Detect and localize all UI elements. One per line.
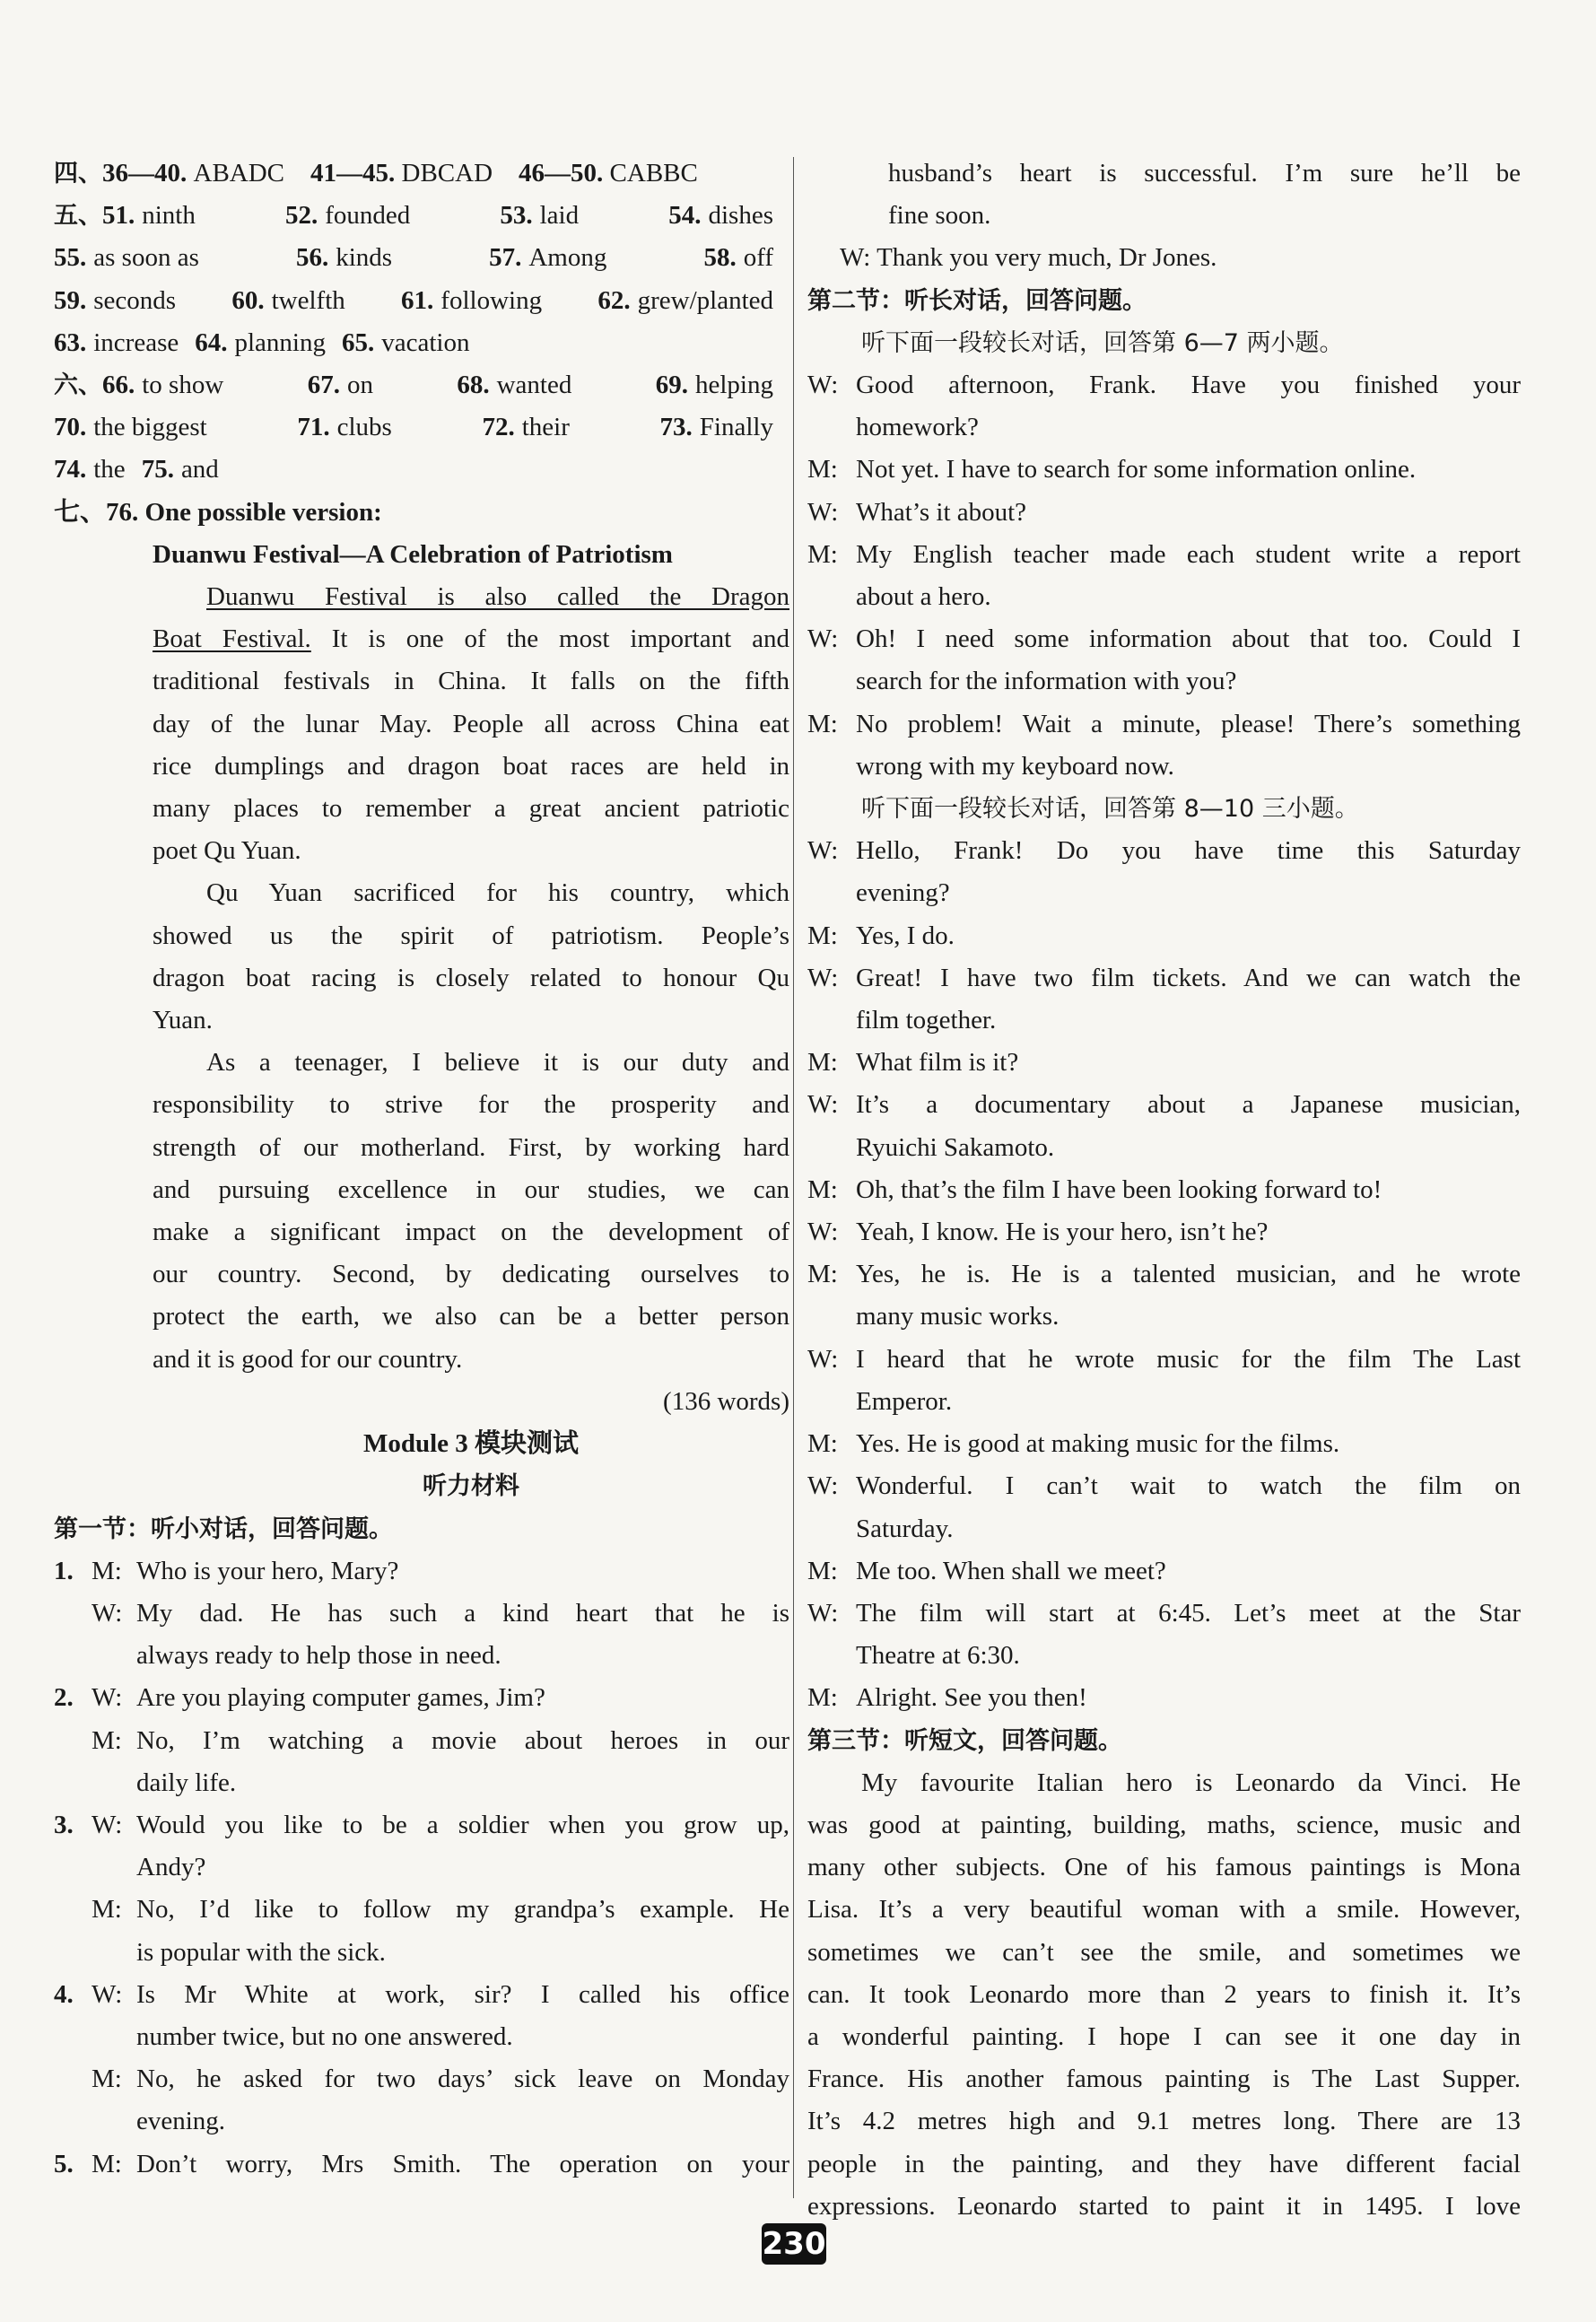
answer-item <box>597 280 773 322</box>
dialog-number <box>54 1635 92 1677</box>
answer-item <box>703 237 773 279</box>
speaker: M: <box>807 921 838 950</box>
instruction-2: 听下面一段较长对话，回答第 8—10 三小题。 <box>861 795 1359 824</box>
speaker: W: <box>807 1344 839 1374</box>
dialog-line <box>807 830 1521 872</box>
dialog-text: about a hero. <box>856 582 991 612</box>
answer-item <box>54 280 176 322</box>
answer-word: seconds <box>93 285 177 315</box>
answer-number: 74. <box>54 455 87 484</box>
speaker: M: <box>807 1260 838 1289</box>
dialog-line <box>807 1084 1521 1126</box>
essay-underlined-text: Duanwu Festival is also called the Dragon <box>206 582 789 612</box>
dialog-number: 1. <box>54 1556 74 1585</box>
page-number: 230 <box>762 2223 826 2265</box>
speaker <box>92 1762 136 1804</box>
dialog-line <box>54 1550 789 1593</box>
answer-item <box>54 364 223 406</box>
dialog-text: What’s it about? <box>856 497 1027 527</box>
dialog-text: daily life. <box>136 1768 237 1797</box>
answers-section-6 <box>54 364 789 492</box>
answer-word: on <box>346 371 373 400</box>
dialog-line <box>54 1677 789 1719</box>
dialog-text: No, I’d like to follow my grandpa’s example. He <box>136 1895 789 1925</box>
speaker: W: <box>807 1598 839 1628</box>
answer-item <box>656 364 773 406</box>
dialog-text: evening. <box>136 2107 226 2136</box>
long-dialog-1 <box>807 364 1521 788</box>
dialog-text: The film will start at 6:45. Let’s meet at the Star <box>856 1598 1521 1628</box>
dialog-text: many music works. <box>856 1302 1060 1331</box>
passage-line: was good at painting, building, maths, science, music and <box>807 1810 1521 1839</box>
passage-line: My favourite Italian hero is Leonardo da Vinci. He <box>861 1768 1521 1797</box>
answer-word: wanted <box>496 371 572 400</box>
answer-word: off <box>743 243 773 273</box>
dialog-text: Ryuichi Sakamoto. <box>856 1132 1055 1162</box>
speaker <box>807 1296 856 1338</box>
answer-number: 73. <box>659 413 693 442</box>
dialog-line <box>54 1720 789 1762</box>
answer-word: twelfth <box>271 285 345 315</box>
passage-line: people in the painting, and they have different facial <box>807 2149 1521 2178</box>
dialog-line <box>807 1593 1521 1635</box>
dialog-line <box>807 492 1521 534</box>
dialog-text: Me too. When shall we meet? <box>856 1556 1166 1585</box>
dialog-text: Andy? <box>136 1853 206 1882</box>
answer-number: 62. <box>597 285 631 315</box>
answer-row <box>54 449 789 491</box>
answer-word: increase <box>93 327 179 357</box>
passage-line: France. His another famous painting is The Last Supper. <box>807 2064 1521 2094</box>
dialog-text: Oh! I need some information about that too. Could I <box>856 624 1521 654</box>
section-label: 六、 <box>54 371 102 400</box>
answer-item <box>660 406 773 449</box>
answer-word: and <box>180 455 219 484</box>
dialog-text: homework? <box>856 413 979 442</box>
speaker: M: <box>92 1895 122 1925</box>
dialog-line <box>807 1169 1521 1211</box>
passage-line: expressions. Leonardo started to paint it in 1495. I love <box>807 2191 1521 2221</box>
answer-word: Finally <box>699 413 773 442</box>
essay-title: Duanwu Festival—A Celebration of Patriotism <box>153 539 673 569</box>
speaker: M: <box>807 1429 838 1459</box>
dialog-line <box>807 1211 1521 1253</box>
answer-item <box>54 322 179 364</box>
answers-section-5 <box>54 195 789 364</box>
speaker <box>807 406 856 449</box>
speaker <box>92 1635 136 1677</box>
section-2-heading: 第二节：听长对话，回答问题。 <box>807 286 1147 315</box>
section-3-heading: 第三节：听短文，回答问题。 <box>807 1726 1122 1755</box>
answer-number: 58. <box>703 243 737 273</box>
answer-word: the <box>93 455 126 484</box>
dialog-line <box>54 1846 789 1889</box>
answer-number: 66. <box>102 371 135 400</box>
answer-row <box>54 322 789 364</box>
speaker: M: <box>92 1725 122 1755</box>
dialog-number <box>54 2058 92 2100</box>
dialog-text: Not yet. I have to search for some information online. <box>856 455 1417 484</box>
dialog-text: Don’t worry, Mrs Smith. The operation on your <box>136 2149 789 2178</box>
dialog-text: Are you playing computer games, Jim? <box>136 1683 545 1713</box>
answers-section-7-label: 七、76. One possible version: <box>54 497 382 527</box>
answer-number: 70. <box>54 413 87 442</box>
answer-number: 65. <box>342 327 375 357</box>
column-divider <box>793 157 794 2198</box>
answer-number: 55. <box>54 243 87 273</box>
answer-row <box>54 237 789 279</box>
dialog-number: 4. <box>54 1979 74 2009</box>
speaker <box>807 576 856 618</box>
dialog-line <box>54 2100 789 2143</box>
dialog-number: 3. <box>54 1810 74 1839</box>
answer-item <box>342 322 469 364</box>
speaker: M: <box>807 1683 838 1713</box>
answer-number: 64. <box>195 327 228 357</box>
answer-item <box>482 406 569 449</box>
answer-item <box>54 449 126 491</box>
answer-word: helping <box>694 371 773 400</box>
speaker <box>92 1932 136 1974</box>
dialog-line <box>807 1508 1521 1550</box>
speaker <box>807 1635 856 1677</box>
dialog-line <box>54 2016 789 2058</box>
speaker <box>807 746 856 788</box>
dialog-line <box>807 1381 1521 1423</box>
dialog-text: No, he asked for two days’ sick leave on Monday <box>136 2064 789 2094</box>
passage-line: Lisa. It’s a very beautiful woman with a smile. However, <box>807 1895 1521 1925</box>
answer-number: 57. <box>489 243 522 273</box>
dialog-line <box>807 449 1521 491</box>
passage-line: can. It took Leonardo more than 2 years to finish it. It’s <box>807 1979 1521 2009</box>
speaker: W: <box>92 1683 123 1713</box>
section-label: 五、 <box>54 202 102 231</box>
dialog-line <box>807 1465 1521 1507</box>
speaker <box>807 1381 856 1423</box>
answer-number: 72. <box>482 413 515 442</box>
answer-number: 63. <box>54 327 87 357</box>
speaker: W: <box>807 963 839 992</box>
dialog-line <box>807 576 1521 618</box>
dialog-text: It’s a documentary about a Japanese musician, <box>856 1090 1521 1120</box>
speaker: M: <box>92 1556 122 1585</box>
dialog-line <box>807 872 1521 914</box>
answer-word: as soon as <box>93 243 199 273</box>
dialog-text: search for the information with you? <box>856 667 1237 696</box>
dialog-line <box>807 364 1521 406</box>
dialog-text: Would you like to be a soldier when you grow up, <box>136 1810 789 1839</box>
dialog-line <box>807 1677 1521 1719</box>
dialog-number <box>54 1720 92 1762</box>
short-dialogs <box>54 1550 789 2186</box>
dialog-number <box>54 1593 92 1635</box>
answer-item <box>296 237 392 279</box>
dialog-text: No, I’m watching a movie about heroes in our <box>136 1725 789 1755</box>
dialog-line <box>807 703 1521 746</box>
dialog-number <box>54 1889 92 1931</box>
answer-word: to show <box>142 371 224 400</box>
dialog-line <box>807 1550 1521 1593</box>
speaker: W: <box>92 1979 123 2009</box>
dialog-text: Yes, I do. <box>856 921 955 950</box>
speaker: M: <box>807 709 838 738</box>
speaker <box>92 2100 136 2143</box>
essay-underlined-text: Boat Festival. <box>153 624 311 654</box>
dialog-line <box>807 660 1521 703</box>
answer-item <box>142 449 219 491</box>
dialog-text: evening? <box>856 878 950 908</box>
answer-word: following <box>440 285 543 315</box>
dialog-line <box>807 1296 1521 1338</box>
speaker: W: <box>807 497 839 527</box>
answer-word: kinds <box>336 243 393 273</box>
dialog-text: is popular with the sick. <box>136 1937 386 1967</box>
speaker <box>807 1508 856 1550</box>
answers-section-4: 四、36—40. ABADC 41—45. DBCAD 46—50. CABBC <box>54 159 698 188</box>
dialog-text: Saturday. <box>856 1514 954 1543</box>
passage-line: sometimes we can’t see the smile, and sometimes we <box>807 1937 1521 1967</box>
speaker <box>92 1846 136 1889</box>
speaker: W: <box>807 624 839 654</box>
dialog-line <box>807 534 1521 576</box>
dialog-text: Great! I have two film tickets. And we can watch the <box>856 963 1521 992</box>
dialog-number: 2. <box>54 1683 74 1713</box>
answer-number: 68. <box>457 371 490 400</box>
dialog-text: Yeah, I know. He is your hero, isn’t he? <box>856 1218 1269 1247</box>
speaker: M: <box>807 455 838 484</box>
speaker <box>807 1127 856 1169</box>
answer-number: 60. <box>231 285 265 315</box>
dialog-line <box>807 1423 1521 1465</box>
answer-item <box>54 406 207 449</box>
dialog-line <box>807 1635 1521 1677</box>
answer-word: planning <box>234 327 326 357</box>
dialog-text: Alright. See you then! <box>856 1683 1087 1713</box>
dialog-text: Oh, that’s the film I have been looking forward to! <box>856 1174 1382 1204</box>
dialog-line <box>807 1000 1521 1042</box>
answer-number: 53. <box>500 201 533 231</box>
instruction-1: 听下面一段较长对话，回答第 6—7 两小题。 <box>861 328 1344 357</box>
answer-word: ninth <box>142 201 196 231</box>
dialog-line <box>54 1804 789 1846</box>
listening-title: 听力材料 <box>423 1472 519 1501</box>
answer-item <box>500 195 579 237</box>
dialog-line <box>807 1253 1521 1296</box>
answer-word: dishes <box>708 201 773 231</box>
dialog-number: 5. <box>54 2149 74 2178</box>
speaker: M: <box>807 1048 838 1078</box>
dialog-text: I heard that he wrote music for the film The Last <box>856 1344 1521 1374</box>
dialog-text: Is Mr White at work, sir? I called his office <box>136 1979 789 2009</box>
answer-item <box>457 364 571 406</box>
speaker: M: <box>807 1556 838 1585</box>
answer-number: 67. <box>307 371 340 400</box>
dialog-text: Who is your hero, Mary? <box>136 1556 399 1585</box>
answer-item <box>489 237 606 279</box>
speaker: W: <box>807 836 839 866</box>
answer-number: 56. <box>295 243 329 273</box>
dialog-text: Yes. He is good at making music for the films. <box>856 1429 1340 1459</box>
answer-item <box>195 322 326 364</box>
answer-word: grew/planted <box>637 285 773 315</box>
answer-number: 69. <box>655 371 688 400</box>
dialog-line <box>807 1042 1521 1084</box>
dialog-text: What film is it? <box>856 1048 1019 1078</box>
passage-line: many other subjects. One of his famous paintings is Mona <box>807 1853 1521 1882</box>
dialog-text: film together. <box>856 1006 997 1035</box>
dialog-line <box>807 1339 1521 1381</box>
answer-row <box>54 280 789 322</box>
answer-item <box>54 195 196 237</box>
speaker <box>807 1000 856 1042</box>
speaker: W: <box>92 1810 123 1839</box>
passage-line: It’s 4.2 metres high and 9.1 metres long. There are 13 <box>807 2107 1521 2136</box>
dialog-text: Emperor. <box>856 1386 953 1416</box>
answer-item <box>231 280 344 322</box>
dialog-line <box>54 1635 789 1677</box>
answer-word: Among <box>528 243 607 273</box>
answer-item <box>401 280 542 322</box>
module-title: Module 3 模块测试 <box>362 1429 580 1459</box>
dialog-line <box>54 2058 789 2100</box>
long-dialog-2 <box>807 830 1521 1719</box>
dialog-text: No problem! Wait a minute, please! There’s something <box>856 709 1521 738</box>
answer-item <box>297 406 391 449</box>
answer-word: founded <box>325 201 411 231</box>
dialog-line <box>54 1762 789 1804</box>
answer-item <box>54 237 199 279</box>
dialog-text: Wonderful. I can’t wait to watch the film on <box>856 1471 1521 1501</box>
dialog-line <box>54 1889 789 1931</box>
dialog-text: Theatre at 6:30. <box>856 1641 1020 1671</box>
dialog-text: My English teacher made each student write a report <box>856 539 1521 569</box>
dialog-line <box>54 2143 789 2186</box>
dialog-text: always ready to help those in need. <box>136 1641 501 1671</box>
answer-number: 51. <box>102 201 135 231</box>
answer-word: clubs <box>336 413 392 442</box>
speaker: W: <box>807 1218 839 1247</box>
answer-number: 61. <box>401 285 434 315</box>
dialog-number <box>54 2016 92 2058</box>
right-column: husband’s heart is successful. I’m sure he’ll be fine soon. W: Thank you very much, Dr Jones. 第二节：听长对话，回答问题。 听下面一段较长对话，回答第 6—7 两小题。 W: Good afternoon, Frank. Have you finished your homework? M: Not yet. I have to search for some information online. W: What’s it about? M: My English teacher made each student write a report about a hero. W: Oh! I need some information about that too. Could I search for the information with you? M: No problem! Wait a minute, please! There’s something wrong with my keyboard now. 听下面一段较长对话，回答第 8—10 三小题。 W: Hello, Frank! Do you have time this Saturday evening? M: Yes, I do. W: Great! I have two film tickets. And we can watch the film together. M: What film is it? W: It’s a documentary about a Japanese musician, Ryuichi Sakamoto. M: Oh, that’s the film I have been looking forward to! W: Yeah, I know. He is your hero, isn’t he? M: Yes, he is. He is a talented musician, and he wrote many music works. W: I heard that he wrote music for the film The Last Emperor. M: Yes. He is good at making music for the films. W: Wonderful. I can’t wait to watch the film on Saturday. M: Me too. When shall we meet? W: The film will start at 6:45. Let’s meet at the Star Theatre at 6:30. M: Alright. See you then! 第三节：听短文，回答问题。 My favourite Italian hero is Leonardo da Vinci. He was good at painting, building, maths, science, music and many other subjects. One of his famous paintings is Mona Lisa. It’s a very beautiful woman with a smile. However, sometimes we can’t see the smile, and sometimes we can. It took Leonardo more than 2 years to finish it. It’s a wonderful painting. I hope I can see it one day in France. His another famous painting is The Last Supper. It’s 4.2 metres high and 9.1 metres long. There are 13 people in the painting, and they have different facial expressions. Leonardo started to paint it in 1495. I love <box>807 153 1521 2228</box>
answer-word: laid <box>539 201 580 231</box>
answer-row <box>54 364 789 406</box>
dialog-line <box>54 1974 789 2016</box>
dialog-line <box>807 1127 1521 1169</box>
answer-row <box>54 195 789 237</box>
speaker <box>807 660 856 703</box>
speaker <box>92 2016 136 2058</box>
dialog-line: W: Thank you very much, Dr Jones. <box>840 243 1217 273</box>
dialog-line <box>807 746 1521 788</box>
speaker: M: <box>92 2064 122 2094</box>
dialog-text: Hello, Frank! Do you have time this Saturday <box>856 836 1521 866</box>
speaker: M: <box>92 2149 122 2178</box>
dialog-line <box>807 915 1521 957</box>
word-count: (136 words) <box>663 1386 789 1416</box>
dialog-text: Yes, he is. He is a talented musician, and he wrote <box>856 1260 1521 1289</box>
dialog-line <box>54 1932 789 1974</box>
essay: Duanwu Festival is also called the Dragon Boat Festival. It is one of the most important and traditional festivals in China. It falls on the fifth day of the lunar May. People all across China eat rice dumplings and dragon boat races are held in many places to remember a great ancient patriotic poet Qu Yuan. Qu Yuan sacrificed for his country, which showed us the spirit of patriotism. People’s dragon boat racing is closely related to honour Qu Yuan. As a teenager, I believe it is our duty and responsibility to strive for the prosperity and strength of our motherland. First, by working hard and pursuing excellence in our studies, we can make a significant impact on the development of our country. Second, by dedicating ourselves to protect the earth, we also can be a better person and it is good for our country. (136 words) <box>54 576 789 1423</box>
answer-word: vacation <box>381 327 470 357</box>
left-column <box>54 153 789 2186</box>
dialog-line <box>807 406 1521 449</box>
answer-number: 59. <box>54 285 87 315</box>
speaker: W: <box>92 1598 123 1628</box>
speaker: W: <box>807 371 839 400</box>
dialog-line <box>807 957 1521 1000</box>
dialog-text: number twice, but no one answered. <box>136 2021 513 2051</box>
dialog-line <box>54 1593 789 1635</box>
dialog-line <box>807 618 1521 660</box>
answer-item <box>668 195 773 237</box>
dialog-number <box>54 1846 92 1889</box>
answer-number: 54. <box>668 201 702 231</box>
speaker: W: <box>807 1090 839 1120</box>
answer-number: 75. <box>141 455 174 484</box>
speaker: W: <box>807 1471 839 1501</box>
answer-number: 71. <box>297 413 330 442</box>
answer-row <box>54 406 789 449</box>
answer-word: their <box>521 413 570 442</box>
passage-line: a wonderful painting. I hope I can see it one day in <box>807 2021 1521 2051</box>
dialog-number <box>54 1932 92 1974</box>
speaker <box>807 872 856 914</box>
passage <box>807 1762 1521 2228</box>
answer-number: 52. <box>284 201 318 231</box>
dialog-text: My dad. He has such a kind heart that he is <box>136 1598 789 1628</box>
answer-word: the biggest <box>93 413 207 442</box>
dialog-number <box>54 2100 92 2143</box>
section-1-heading: 第一节：听小对话，回答问题。 <box>54 1515 393 1543</box>
speaker: M: <box>807 1174 838 1204</box>
dialog-text: wrong with my keyboard now. <box>856 751 1174 781</box>
dialog-number <box>54 1762 92 1804</box>
dialog-text: Good afternoon, Frank. Have you finished your <box>856 371 1521 400</box>
answer-item <box>285 195 410 237</box>
answer-item <box>308 364 373 406</box>
speaker: M: <box>807 539 838 569</box>
